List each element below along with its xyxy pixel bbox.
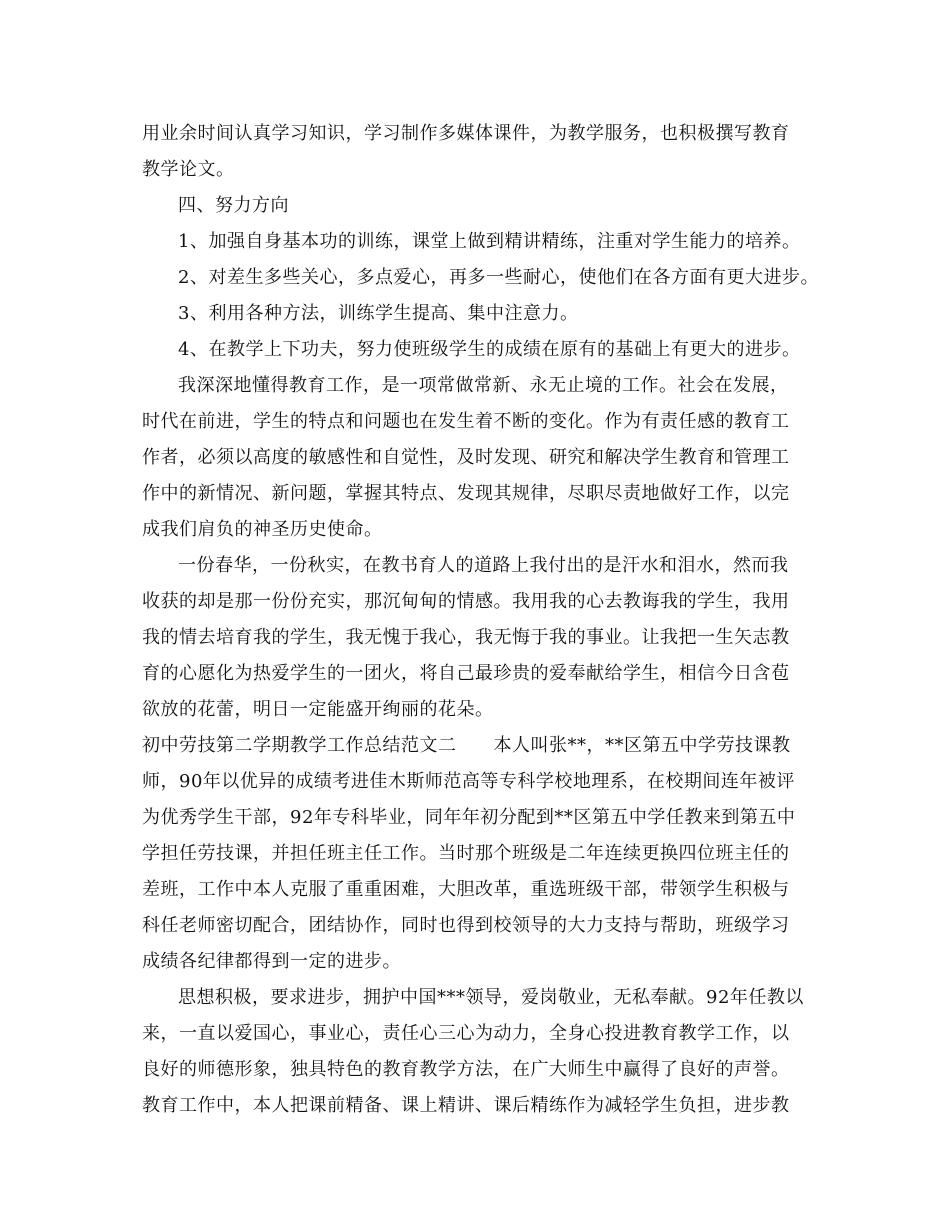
body-text-line: 时代在前进，学生的特点和问题也在发生着不断的变化。作为有责任感的教育工 [142,411,790,432]
body-text-line: 学担任劳技课，并担任班主任工作。当时那个班级是二年连续更换四位班主任的 [142,843,790,864]
body-text-line: 欲放的花蕾，明日一定能盛开绚丽的花朵。 [142,699,494,720]
list-item: 2、对差生多些关心，多点爱心，再多一些耐心，使他们在各方面有更大进步。 [178,267,819,288]
body-text-line: 我深深地懂得教育工作，是一项常做常新、永无止境的工作。社会在发展， [178,375,789,396]
body-text-line: 成绩各纪律都得到一定的进步。 [142,951,401,972]
list-item: 4、在教学上下功夫，努力使班级学生的成绩在原有的基础上有更大的进步。 [178,339,801,360]
section-heading: 四、努力方向 [178,195,289,216]
body-text-line: 为优秀学生干部，92年专科毕业，同年年初分配到**区第五中学任教来到第五中 [142,807,796,828]
article-title-line: 初中劳技第二学期教学工作总结范文二 本人叫张**，**区第五中学劳技课教 [142,735,791,756]
body-text-line: 良好的师德形象，独具特色的教育教学方法，在广大师生中赢得了良好的声誉。 [142,1059,790,1080]
body-text-line: 育的心愿化为热爱学生的一团火，将自己最珍贵的爱奉献给学生，相信今日含苞 [142,663,790,684]
body-text-line: 差班，工作中本人克服了重重困难，大胆改革，重选班级干部，带领学生积极与 [142,879,790,900]
body-text-line: 教育工作中，本人把课前精备、课上精讲、课后精练作为减轻学生负担，进步教 [142,1095,790,1116]
body-text-line: 成我们肩负的神圣历史使命。 [142,519,383,540]
list-item: 1、加强自身基本功的训练，课堂上做到精讲精练，注重对学生能力的培养。 [178,231,801,252]
body-text-line: 收获的却是那一份份充实，那沉甸甸的情感。我用我的心去教诲我的学生，我用 [142,591,790,612]
body-text-line: 思想积极，要求进步，拥护中国***领导，爱岗敬业，无私奉献。92年任教以 [178,987,804,1008]
body-text-line: 作者，必须以高度的敏感性和自觉性，及时发现、研究和解决学生教育和管理工 [142,447,790,468]
body-text-line: 一份春华，一份秋实，在教书育人的道路上我付出的是汗水和泪水，然而我 [178,555,789,576]
list-item: 3、利用各种方法，训练学生提高、集中注意力。 [178,303,579,324]
body-text-line: 来，一直以爱国心，事业心，责任心三心为动力，全身心投进教育教学工作，以 [142,1023,790,1044]
body-text-line: 作中的新情况、新问题，掌握其特点、发现其规律，尽职尽责地做好工作，以完 [142,483,790,504]
body-text-line: 我的情去培育我的学生，我无愧于我心，我无悔于我的事业。让我把一生矢志教 [142,627,790,648]
body-text-line: 用业余时间认真学习知识，学习制作多媒体课件，为教学服务，也积极撰写教育 [142,123,790,144]
body-text-line: 教学论文。 [142,159,235,180]
body-text-line: 科任老师密切配合，团结协作，同时也得到校领导的大力支持与帮助，班级学习 [142,915,790,936]
body-text-line: 师，90年以优异的成绩考进佳木斯师范高等专科学校地理系，在校期间连年被评 [142,771,795,792]
